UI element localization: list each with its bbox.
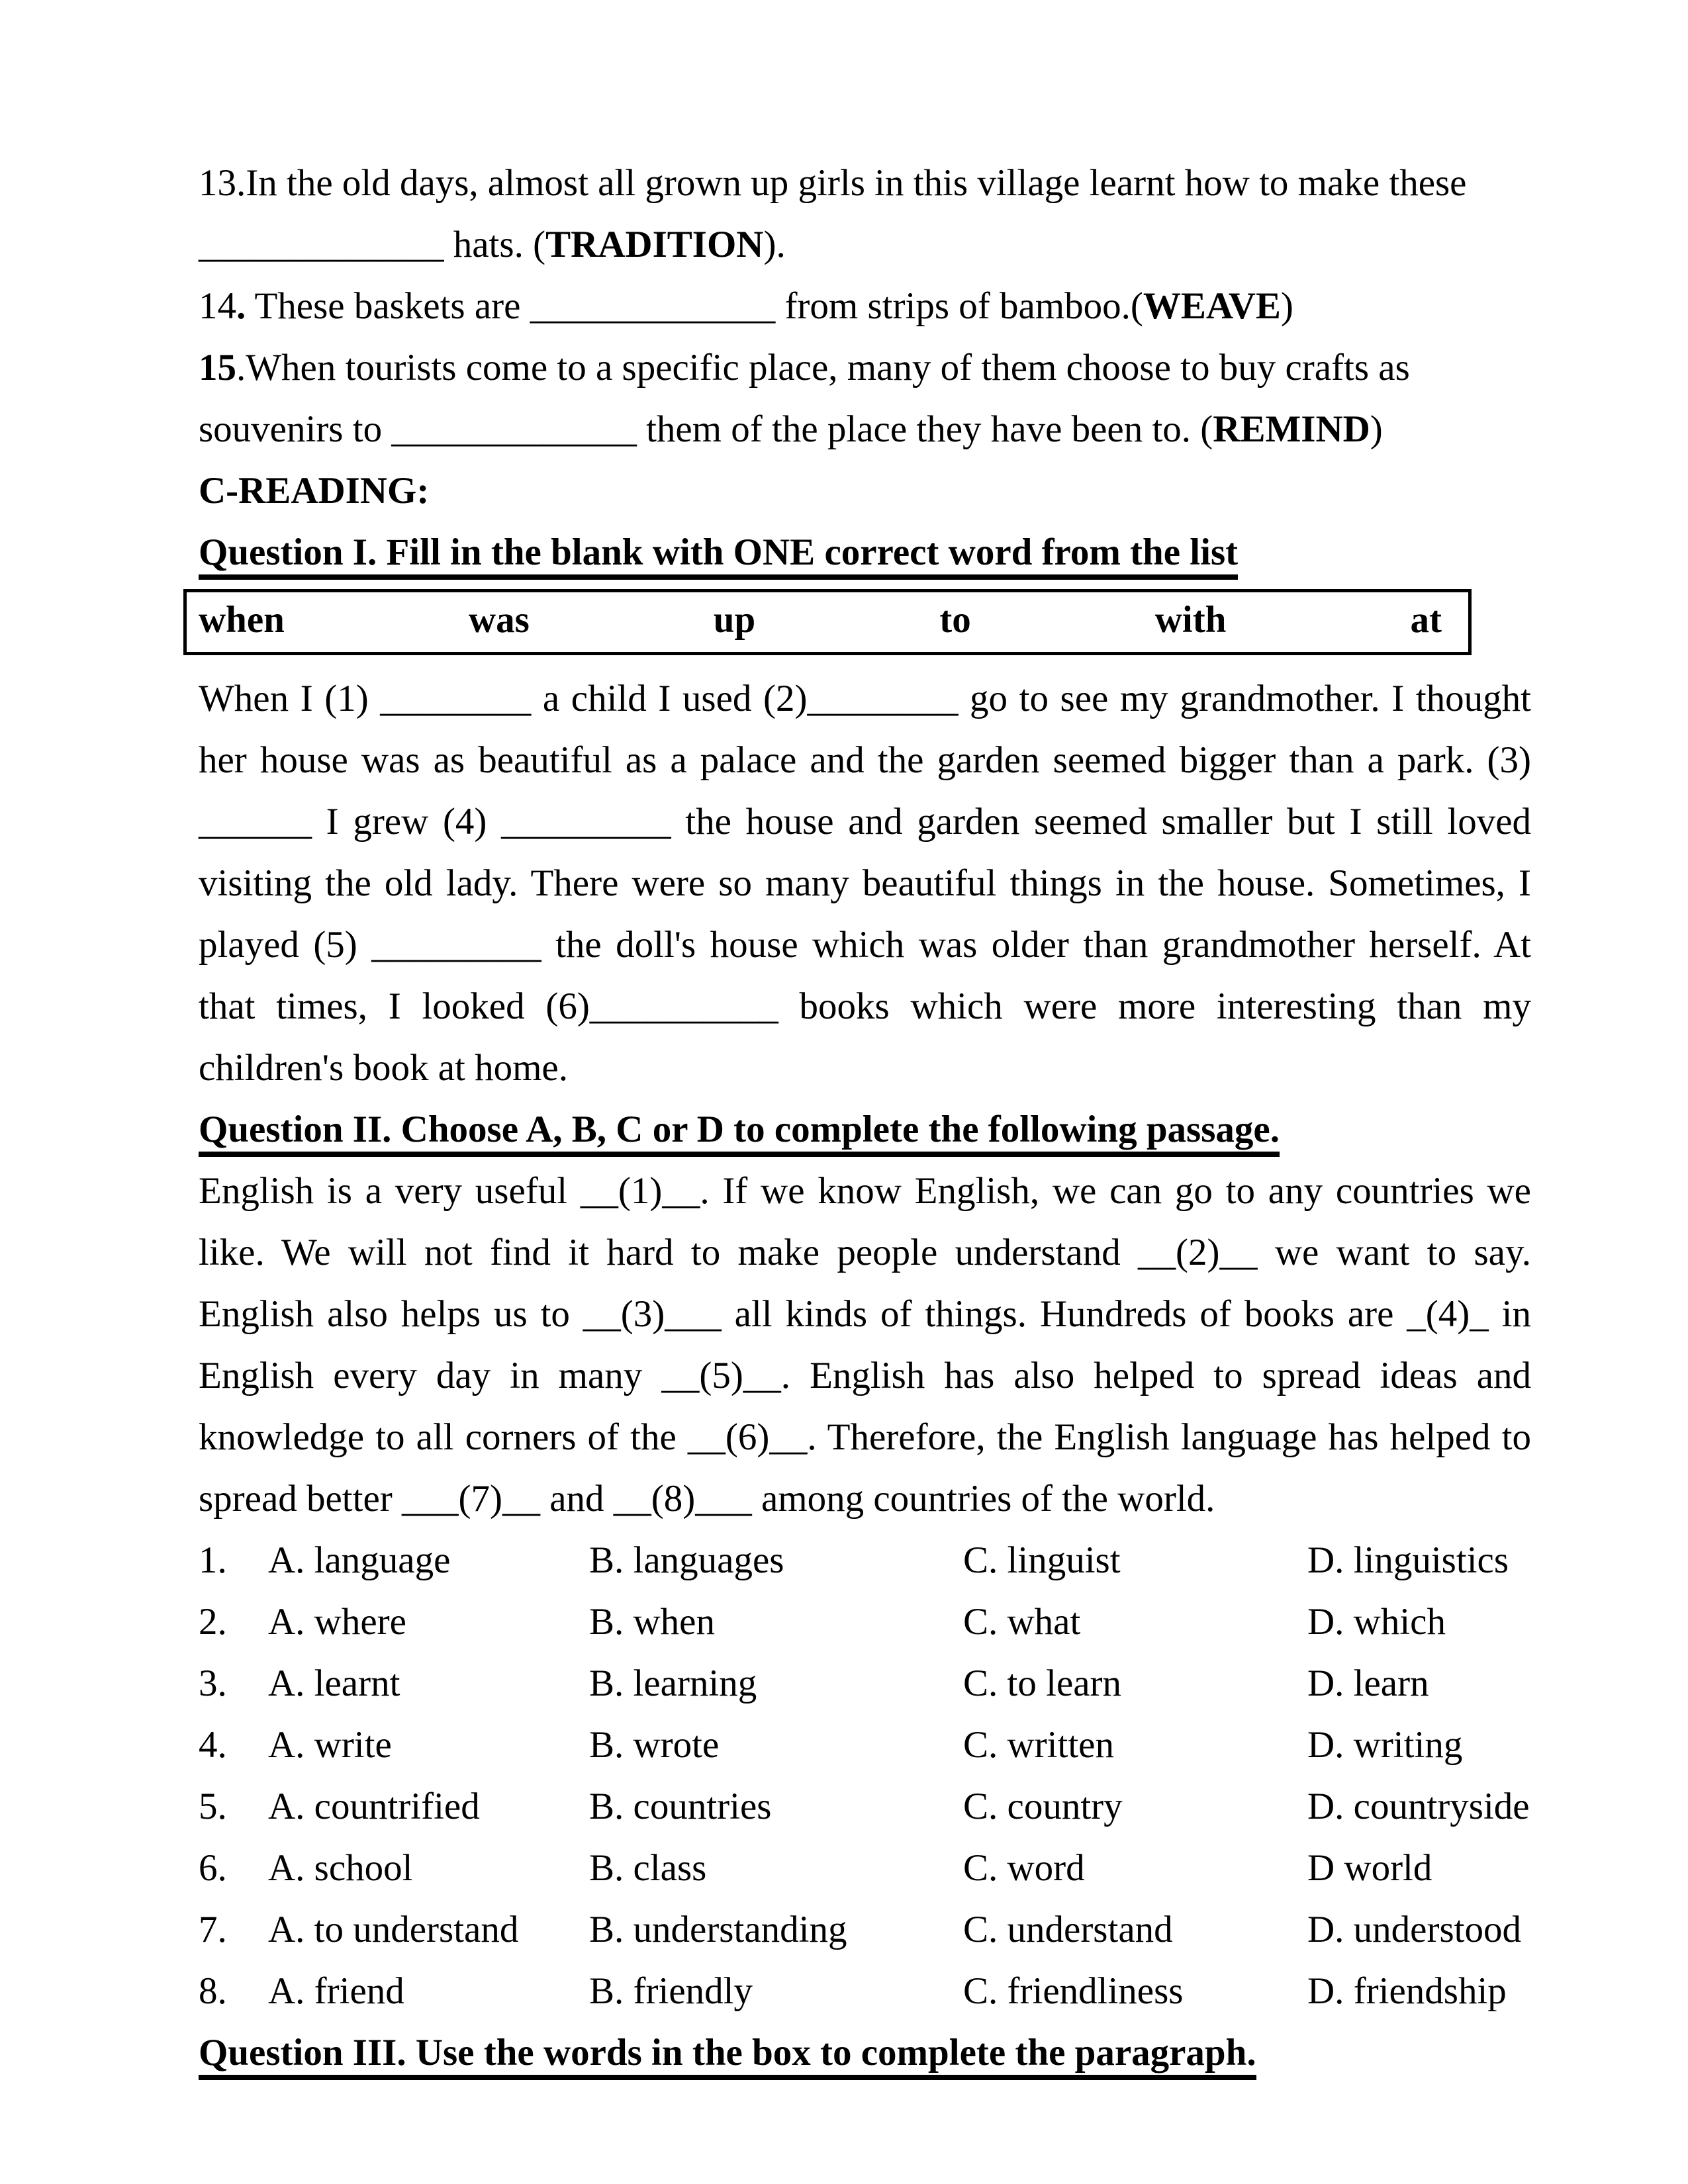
item-14-number: 14	[199, 285, 236, 327]
mcq-table	[199, 1529, 1531, 2022]
mcq-row-2	[199, 1591, 1531, 1653]
page-content	[199, 152, 1531, 2083]
item-13-keyword: TRADITION	[545, 224, 764, 265]
item-13-text-end: ).	[763, 224, 786, 265]
mcq-row-4-number: 4.	[199, 1724, 227, 1766]
mcq-row-5-number: 5.	[199, 1786, 227, 1827]
mcq-row-3-option-c: C. to learn	[963, 1662, 1122, 1704]
word-form-item-13	[199, 152, 1531, 275]
mcq-row-1-option-c: C. linguist	[963, 1539, 1121, 1581]
word-bank-word: up	[713, 598, 756, 641]
word-bank-box	[183, 589, 1472, 655]
mcq-row-3	[199, 1653, 1531, 1714]
word-bank-word: to	[939, 598, 971, 641]
mcq-row-5-option-b: B. countries	[589, 1786, 772, 1827]
mcq-row-4-option-c: C. written	[963, 1724, 1114, 1766]
item-15-text: .When tourists come to a specific place, many of them choose to buy crafts as souvenirs to _____________ them of the place they have been to. (	[199, 347, 1410, 450]
mcq-row-1-option-d: D. linguistics	[1307, 1539, 1509, 1581]
item-14-text-end: )	[1280, 285, 1293, 327]
question-2-heading	[199, 1099, 1531, 1160]
word-bank-word: was	[468, 598, 530, 641]
item-15-number: 15	[199, 347, 236, 388]
mcq-row-8-option-a: A. friend	[268, 1970, 404, 2012]
word-form-item-15	[199, 337, 1531, 460]
mcq-row-2-option-b: B. when	[589, 1601, 715, 1643]
mcq-row-5-option-c: C. country	[963, 1786, 1123, 1827]
mcq-row-1	[199, 1529, 1531, 1591]
question-3-heading-text: Question III. Use the words in the box to complete the paragraph.	[199, 2032, 1256, 2080]
mcq-row-7-number: 7.	[199, 1909, 227, 1950]
mcq-row-6-option-b: B. class	[589, 1847, 707, 1889]
mcq-row-3-option-a: A. learnt	[268, 1662, 400, 1704]
item-13-text: 13.In the old days, almost all grown up girls in this village learnt how to make these _____________ hats. (	[199, 162, 1467, 265]
item-14-dot: .	[236, 285, 246, 327]
mcq-row-1-option-b: B. languages	[589, 1539, 784, 1581]
mcq-row-8	[199, 1960, 1531, 2022]
mcq-row-2-option-a: A. where	[268, 1601, 406, 1643]
question-1-heading-text: Question I. Fill in the blank with ONE correct word from the list	[199, 531, 1238, 580]
mcq-row-8-option-c: C. friendliness	[963, 1970, 1184, 2012]
mcq-row-7	[199, 1899, 1531, 1960]
mcq-row-4	[199, 1714, 1531, 1776]
word-bank-word: when	[199, 598, 285, 641]
mcq-row-4-option-d: D. writing	[1307, 1724, 1463, 1766]
mcq-row-7-option-c: C. understand	[963, 1909, 1173, 1950]
word-bank-word: with	[1154, 598, 1227, 641]
word-form-item-14	[199, 275, 1531, 337]
mcq-row-1-option-a: A. language	[268, 1539, 451, 1581]
mcq-row-7-option-b: B. understanding	[589, 1909, 847, 1950]
mcq-row-6-option-a: A. school	[268, 1847, 413, 1889]
mcq-row-5-option-d: D. countryside	[1307, 1786, 1530, 1827]
mcq-row-5-option-a: A. countrified	[268, 1786, 480, 1827]
mcq-row-4-option-a: A. write	[268, 1724, 392, 1766]
mcq-row-6-option-d: D world	[1307, 1847, 1432, 1889]
mcq-row-4-option-b: B. wrote	[589, 1724, 720, 1766]
mcq-row-2-option-c: C. what	[963, 1601, 1081, 1643]
cloze-passage-1: When I (1) ________ a child I used (2)________ go to see my grandmother. I thought her house was as beautiful as a palace and the garden seemed bigger than a park. (3) ______ I grew (4) _________ the house and garden seemed smaller but I still loved visiting the old lady. There were so many beautiful things in the house. Sometimes, I played (5) _________ the doll's house which was older than grandmother herself. At that times, I looked (6)__________ books which were more interesting than my children's book at home.	[199, 678, 1531, 1089]
mcq-row-6-number: 6.	[199, 1847, 227, 1889]
item-14-keyword: WEAVE	[1143, 285, 1281, 327]
mcq-row-8-option-b: B. friendly	[589, 1970, 753, 2012]
item-14-text: These baskets are _____________ from strips of bamboo.(	[246, 285, 1143, 327]
mcq-row-6	[199, 1837, 1531, 1899]
mcq-row-3-option-d: D. learn	[1307, 1662, 1429, 1704]
question-3-heading	[199, 2022, 1531, 2083]
question-2-heading-text: Question II. Choose A, B, C or D to complete the following passage.	[199, 1109, 1280, 1157]
word-bank-word: at	[1410, 598, 1442, 641]
mcq-row-3-option-b: B. learning	[589, 1662, 757, 1704]
mcq-row-8-number: 8.	[199, 1970, 227, 2012]
mcq-row-3-number: 3.	[199, 1662, 227, 1704]
mcq-row-6-option-c: C. word	[963, 1847, 1085, 1889]
item-15-text-end: )	[1370, 408, 1383, 450]
question-1-heading	[199, 522, 1531, 583]
cloze-passage-2: English is a very useful __(1)__. If we know English, we can go to any countries we like. We will not find it hard to make people understand __(2)__ we want to say. English also helps us to __(3)___ all kinds of things. Hundreds of books are _(4)_ in English every day in many __(5)__. English has also helped to spread ideas and knowledge to all corners of the __(6)__. Therefore, the English language has helped to spread better ___(7)__ and __(8)___ among countries of the world.	[199, 1170, 1531, 1520]
section-heading-reading: C-READING:	[199, 470, 430, 512]
mcq-row-2-number: 2.	[199, 1601, 227, 1643]
mcq-row-7-option-a: A. to understand	[268, 1909, 519, 1950]
mcq-row-7-option-d: D. understood	[1307, 1909, 1521, 1950]
mcq-row-8-option-d: D. friendship	[1307, 1970, 1507, 2012]
mcq-row-2-option-d: D. which	[1307, 1601, 1446, 1643]
mcq-row-1-number: 1.	[199, 1539, 227, 1581]
item-15-keyword: REMIND	[1213, 408, 1370, 450]
mcq-row-5	[199, 1776, 1531, 1837]
